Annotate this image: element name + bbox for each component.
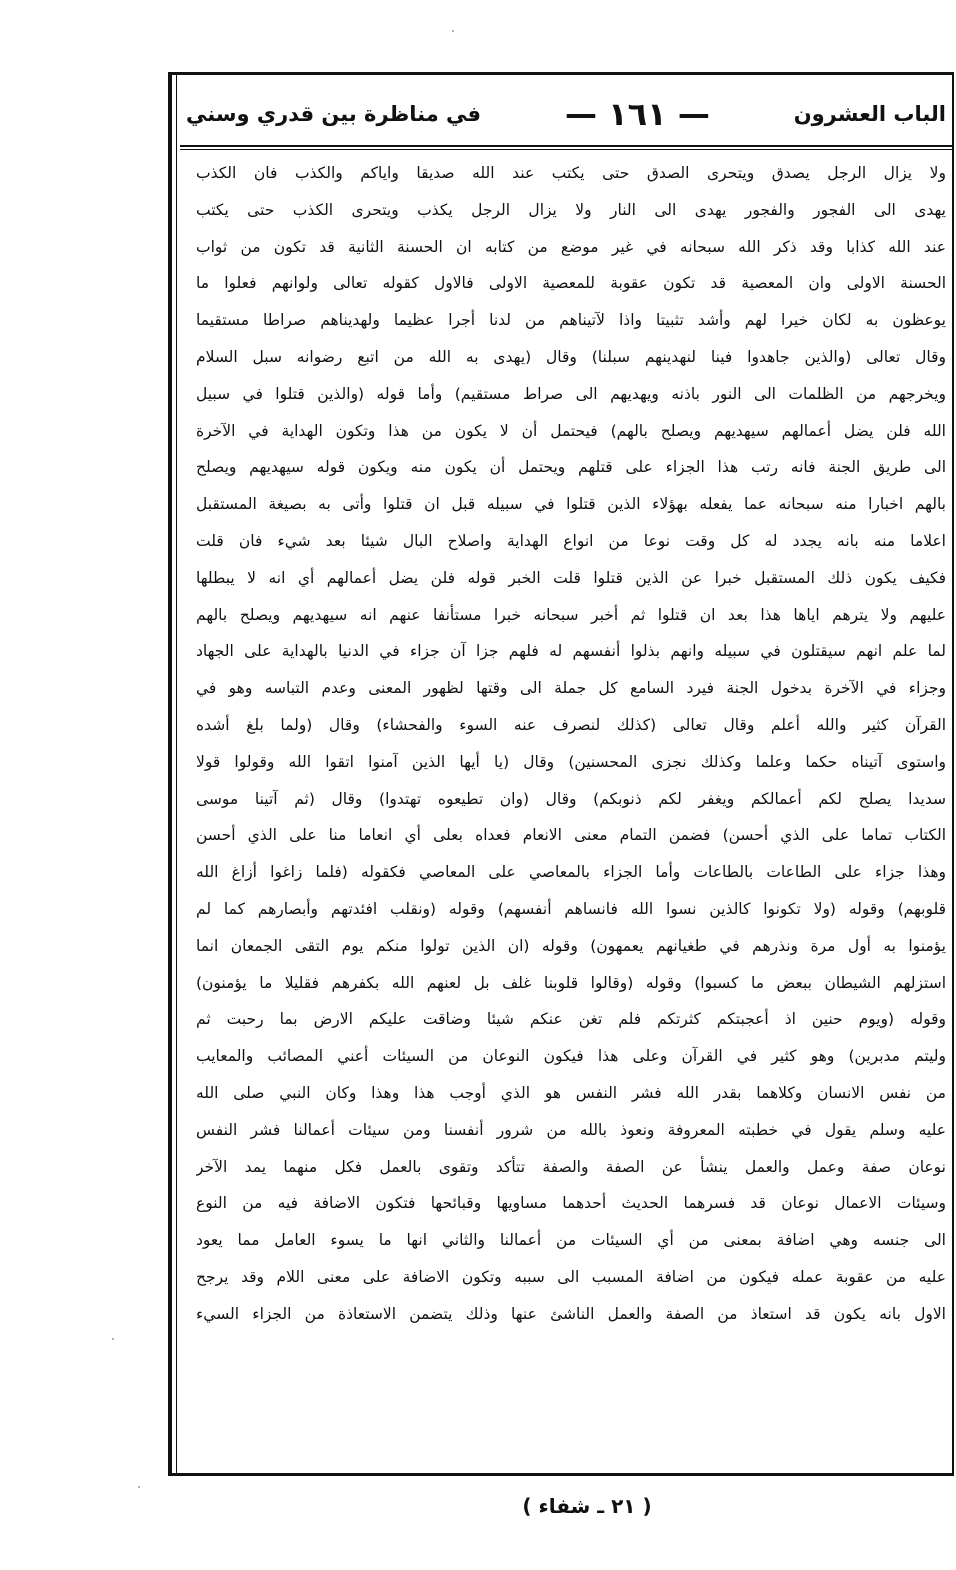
text-line: اعلاما منه بانه يجدد له كل وقت نوعا من انواع الهداية واصلاح البال شيئا بعد شيء فان قلت (196, 531, 946, 550)
text-line: وهذا جزاء على الطاعات بالطاعات وأما الجزاء بالمعاصي على المعاصي فكقوله (فلما زاغوا أزاغ الله (196, 863, 946, 882)
frame-inner-rule (176, 75, 177, 1476)
text-line: عند الله كذابا وقد ذكر الله سبحانه في غير موضع من كتابه ان الحسنة الثانية قد تكون من ثواب (196, 237, 946, 256)
header-rule-thin (180, 149, 954, 150)
text-line: الى طريق الجنة فانه رتب هذا الجزاء على قتلهم ويحتمل أن يكون منه ويكون قوله سيهديهم ويصلح (196, 458, 946, 477)
section-title: في مناظرة بين قدري وسني (186, 102, 482, 126)
text-line: وليتم مدبرين) وهو كثير في القرآن وعلى هذا فيكون النوعان من السيئات أعني المصائب والمعايب (196, 1047, 946, 1066)
text-line: عليه من عقوبة عمله فيكون من اضافة المسبب الى سببه وتكون الاضافة على معنى اللام وقد يرجح (196, 1267, 946, 1286)
text-line: القرآن كثير والله أعلم وقال تعالى (كذلك لنصرف عنه السوء والفحشاء) وقال (ولما بلغ أشده (196, 715, 946, 734)
running-head (186, 89, 946, 139)
text-line: الكتاب تماما على الذي أحسن) فضمن التمام معنى الانعام فعداه بعلى أي انعاما منا على الذي أحسن (196, 826, 946, 845)
text-line: الى جنسه وهي اضافة بمعنى من أي السيئات من أعمالنا والثاني انها ما يسوء العامل مما يعود (196, 1231, 946, 1250)
page-number: — ١٦١ — (564, 95, 710, 133)
text-line: الله فلن يضل أعمالهم سيهديهم ويصلح بالهم) فيحتمل أن لا يكون من هذا وتكون الهداية في الآخرة (196, 421, 946, 440)
text-line: الاول بانه يكون قد استعاذ من الصفة والعمل الناشئ عنها وذلك يتضمن الاستعاذة من الجزاء السيء (196, 1304, 946, 1323)
frame-bottom-rule (172, 1473, 954, 1476)
scan-speck (452, 30, 454, 32)
text-line: وجزاء في الآخرة بدخول الجنة فيرد السامع كل جملة الى وقتها لظهور المعنى وعدم التباسه وهو في (196, 679, 946, 698)
text-line: عليه وسلم يقول في خطبته المعروفة ونعوذ بالله من شرور أنفسنا ومن سيئات أعمالنا فشر النفس (196, 1120, 946, 1139)
text-line: واستوى آتيناه حكما وعلما وكذلك نجزى المحسنين) وقال (يا أيها الذين آمنوا اتقوا الله وقولوا قولا (196, 752, 946, 771)
text-line: يؤمنوا به أول مرة ونذرهم في طغيانهم يعمهون) وقوله (ان الذين تولوا منكم يوم التقى الجمعان انما (196, 936, 946, 955)
text-line: من نفس الانسان وكلاهما بقدر الله فشر النفس هو الذي أوجب هذا وهذا وكان النبي صلى الله (196, 1083, 946, 1102)
text-line: قلوبهم) وقوله (ولا تكونوا كالذين نسوا الله فانساهم أنفسهم) وقوله (ونقلب افئدتهم وأبصارهم كما لم (196, 899, 946, 918)
text-line: وقال تعالى (والذين جاهدوا فينا لنهدينهم سبلنا) وقال (يهدى به الله من اتبع رضوانه سبل السلام (196, 347, 946, 366)
text-line: استزلهم الشيطان ببعض ما كسبوا) وقوله (وقالوا قلوبنا غلف بل لعنهم الله بكفرهم فقليلا ما يؤمنون) (196, 973, 946, 992)
scan-speck (138, 1486, 140, 1488)
header-rule (180, 145, 954, 147)
text-line: لما علم انهم سيقتلون في سبيله وانهم بذلوا أنفسهم له فلهم جزا آن جزاء في الدنيا بالهداية على الجهاد (196, 642, 946, 661)
scan-speck (112, 1338, 114, 1340)
text-line: نوعان صفة وعمل والعمل ينشأ عن الصفة والصفة تتأكد وتقوى بالعمل فكل منهما يمد الآخر (196, 1157, 946, 1176)
text-line: ولا يزال الرجل يصدق ويتحرى الصدق حتى يكتب عند الله صديقا واياكم والكذب فان الكذب (196, 164, 946, 182)
text-line: وسيئات الاعمال نوعان قد فسرهما الحديث أحدهما مساويها وقبائحها فتكون الاضافة فيه من النوع (196, 1194, 946, 1213)
text-line: عليهم ولا يترهم اياها هذا بعد ان قتلوا ثم أخبر سبحانه خبرا مستأنفا عنهم انه سيهديهم ويصلح بالهم (196, 605, 946, 624)
text-line: بالهم اخبارا منه سبحانه عما يفعله بهؤلاء الذين قتلوا في سبيله قبل ان قتلوا وأتى به بصيغة المستقبل (196, 495, 946, 514)
text-line: وقوله (ويوم حنين اذ أعجبتكم كثرتكم فلم تغن عنكم شيئا وضاقت عليكم الارض بما رحبت ثم (196, 1010, 946, 1029)
page-frame (168, 72, 954, 1476)
chapter-title: الباب العشرون (793, 102, 946, 126)
text-line: ويخرجهم من الظلمات الى النور باذنه ويهديهم الى صراط مستقيم) وأما قوله (والذين قتلوا في سبيل (196, 384, 946, 403)
text-line: يوعظون به لكان خيرا لهم وأشد تثبيتا واذا لآتيناهم من لدنا أجرا عظيما ولهديناهم صراطا مستقيما (196, 311, 946, 330)
signature-mark: ( ٢١ ـ شفاء ) (522, 1494, 652, 1518)
text-line: يهدى الى الفجور والفجور يهدى الى النار ولا يزال الرجل يكذب ويتحرى الكذب حتى يكتب (196, 200, 946, 219)
text-line: الحسنة الاولى وان المعصية قد تكون عقوبة للمعصية الاولى فالاول كقوله تعالى ولوانهم فعلوا ما (196, 274, 946, 293)
frame-right-rule (952, 75, 954, 1476)
text-line: فكيف يكون ذلك المستقبل خبرا عن الذين قتلوا قلت الخبر قوله فلن يضل أعمالهم أي انه لا يبطلها (196, 568, 946, 587)
body-text (196, 155, 946, 1333)
text-line: سديدا يصلح لكم أعمالكم ويغفر لكم ذنوبكم) وقال (وان تطيعوه تهتدوا) وقال (ثم آتينا موسى (196, 789, 946, 808)
